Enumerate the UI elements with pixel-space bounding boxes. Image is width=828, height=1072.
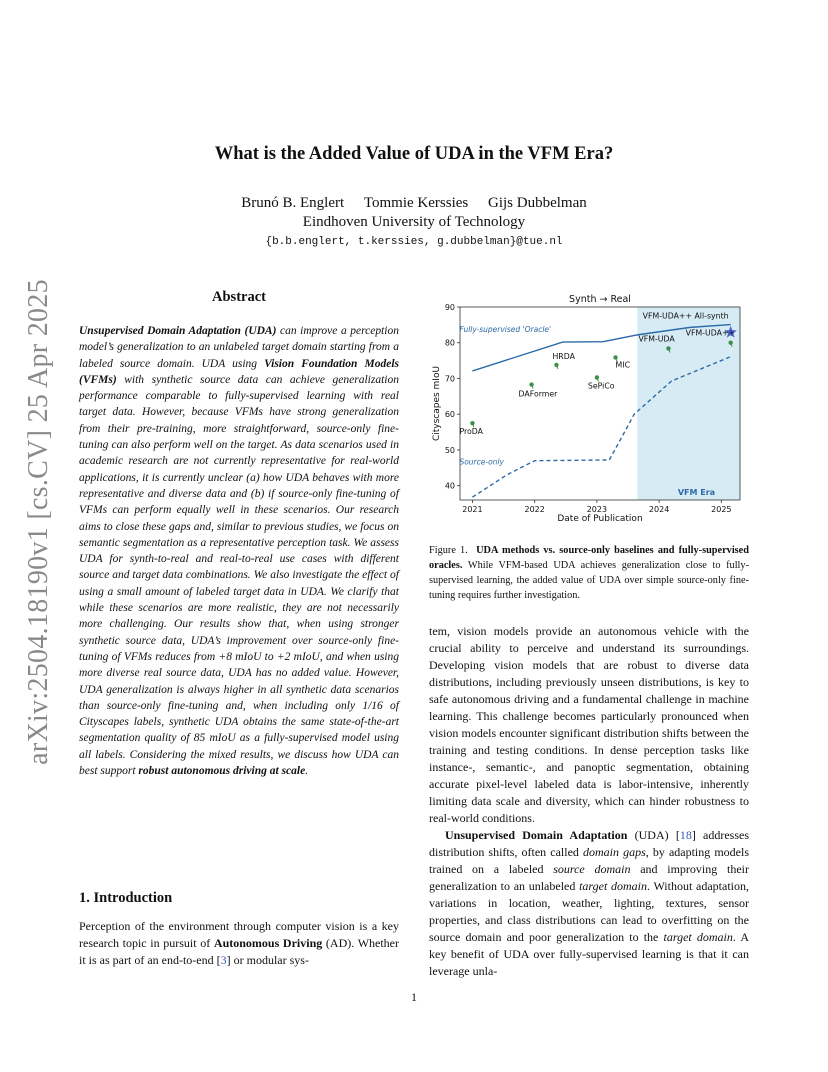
x-tick-label: 2022 [524, 505, 545, 514]
y-tick-label: 40 [444, 481, 455, 491]
term-uda: Unsupervised Domain Adaptation [445, 828, 628, 842]
method-label: SePiCo [587, 381, 615, 391]
caption-label: Figure 1. [429, 545, 468, 556]
text-part: , by adapting models trained on a labeled [429, 845, 750, 876]
x-axis-label: Date of Publication [557, 514, 643, 524]
shaded-region-label: VFM Era [677, 488, 716, 497]
caption-text: While VFM-based UDA achieves generalization close to fully-supervised learning, the added value of UDA over simple source-only fine-tuning requires further investigation. [429, 560, 749, 601]
citation-link[interactable]: 18 [679, 828, 692, 842]
highlight-label: VFM-UDA++ All-synth [642, 311, 729, 321]
y-tick-label: 70 [444, 374, 455, 384]
y-tick-label: 60 [444, 410, 455, 420]
introduction-text [79, 918, 399, 969]
text-part: ] addresses distribution shifts, often called [429, 828, 749, 859]
abstract-end: . [305, 765, 309, 778]
text-part: . Without adaptation, variations in location, weather, lighting, textures, sensor properties, and class distributions can lead to overfitting on the source domain and poor generalization to the [429, 879, 749, 944]
caption-bold: UDA methods vs. source-only baselines and fully-supervised oracles. [429, 545, 749, 571]
paper-title: What is the Added Value of UDA in the VFM Era? [214, 144, 614, 164]
y-tick-label: 90 [444, 303, 455, 312]
method-marker [554, 363, 558, 367]
text-part: and improving their generalization to an unlabeled [429, 862, 749, 893]
citation-link[interactable]: 3 [220, 953, 227, 967]
italic-term: domain gaps [583, 845, 646, 859]
method-label: MIC [615, 360, 631, 370]
method-marker [470, 421, 474, 425]
abstract-part: can improve a perception model’s generalization to an unlabeled target domain starting from a labeled source domain. UDA using [79, 325, 399, 370]
method-label: ProDA [459, 427, 484, 437]
intro-term-ad: Autonomous Driving [213, 936, 323, 950]
x-tick-label: 2024 [648, 505, 670, 514]
text-part: . A key benefit of UDA over fully-supervised learning is that it can leverage unla- [429, 930, 750, 978]
y-tick-label: 50 [444, 445, 455, 455]
paragraph: tem, vision models provide an autonomous vehicle with the crucial ability to perceive and understand its surroundings. Developing vision models that are robust to diverse data distributions, including previously unseen distributions, is key to safe autonomous driving and a fundamental challenge in machine learning. This challenge becomes particularly pronounced when vision models encounter significant distribution shifts between the training and testing conditions. In dense perception tasks like instance-, semantic-, and panoptic segmentation, obtaining accurate pixel-level labeled data is labor-intensive, inherently limiting data scale and diversity, which can hinder robustness to real-world conditions. [429, 624, 749, 825]
intro-part: Perception of the environment through computer vision is a key research topic in pursuit of [79, 919, 399, 950]
method-label: DAFormer [518, 389, 558, 399]
figure-1-caption [429, 543, 749, 603]
abstract-final-bold: robust autonomous driving at scale [138, 765, 306, 778]
author-name: Tommie Kerssies [363, 195, 469, 211]
italic-term: target domain [663, 930, 733, 944]
italic-term: source domain [553, 862, 631, 876]
arxiv-identifier: arXiv:2504.18190v1 [cs.CV] 25 Apr 2025 [23, 279, 54, 765]
method-marker [666, 346, 670, 350]
series-label: Source-only [459, 457, 504, 467]
intro-part: ] or modular sys- [226, 953, 309, 967]
abstract-heading: Abstract [212, 289, 266, 305]
italic-term: target domain [579, 879, 647, 893]
chart-title: Synth → Real [569, 294, 631, 305]
abstract-text [79, 323, 399, 779]
abstract-term-uda: Unsupervised Domain Adaptation (UDA) [79, 325, 277, 337]
abstract-term-vfm: Vision Foundation Models (VFMs) [79, 357, 400, 386]
author-list [0, 195, 828, 212]
right-column-text [429, 623, 749, 980]
y-tick-label: 80 [444, 338, 455, 348]
method-marker [728, 341, 732, 345]
x-tick-label: 2025 [711, 505, 732, 514]
x-tick-label: 2023 [586, 505, 608, 514]
paragraph [429, 827, 749, 980]
y-axis-label: Cityscapes mIoU [432, 365, 442, 442]
figure-1-chart [428, 290, 750, 530]
method-marker [529, 382, 533, 386]
method-label: VFM-UDA++ [685, 328, 736, 338]
chart-svg [428, 290, 750, 530]
method-label: HRDA [552, 351, 575, 361]
method-marker [595, 375, 599, 379]
author-name: Gijs Dubbelman [488, 195, 587, 211]
abstract-part: with synthetic source data can achieve generalization performance comparable to fully-supervised learning with real target data. However, because VFMs have strong generalization from their pre-training, more straightforward, source-only fine-tuning can also perform well on the target. As data scenarios used in academic research are not currently representative for real-world applications, it is currently unclear (a) how UDA behaves with more representative and diverse data and (b) if source-only fine-tuning of VFMs can perform equally well in these scenarios. Our research aims to close these gaps and, similar to previous studies, we focus on semantic segmentation as a representative perception task. We assess UDA for synth-to-real and real-to-real use cases with different source and target data combinations. We also investigate the effect of using a small amount of labeled target data in UDA. We clarify that while these scenarios are more realistic, they are not necessarily more challenging. Our results show that, when using stronger synthetic source data, UDA’s improvement over source-only fine-tuning of VFMs reduces from +8 mIoU to +2 mIoU, and when using more diverse real source data, UDA has no added value. However, UDA generalization is always higher in all synthetic data scenarios than source-only fine-tuning and, when including only 1/16 of Cityscapes labels, synthetic UDA obtains the same state-of-the-art segmentation quality of 85 mIoU as a fully-supervised model using all labels. Considering the mixed results, we discuss how UDA can best support [79, 373, 399, 778]
series-label: Fully-supervised 'Oracle' [459, 325, 552, 335]
method-marker [613, 355, 617, 359]
author-name: Brunó B. Englert [241, 195, 345, 211]
affiliation: Eindhoven University of Technology [302, 214, 526, 230]
author-emails: {b.b.englert, t.kerssies, g.dubbelman}@tue.nl [265, 236, 563, 248]
text-part: (UDA) [ [627, 828, 680, 842]
method-label: VFM-UDA [638, 334, 675, 344]
section-heading-introduction: 1. Introduction [79, 890, 173, 906]
x-tick-label: 2021 [462, 505, 483, 514]
page-number: 1 [411, 990, 417, 1004]
intro-part: (AD). Whether it is as part of an end-to-end [ [79, 936, 399, 967]
